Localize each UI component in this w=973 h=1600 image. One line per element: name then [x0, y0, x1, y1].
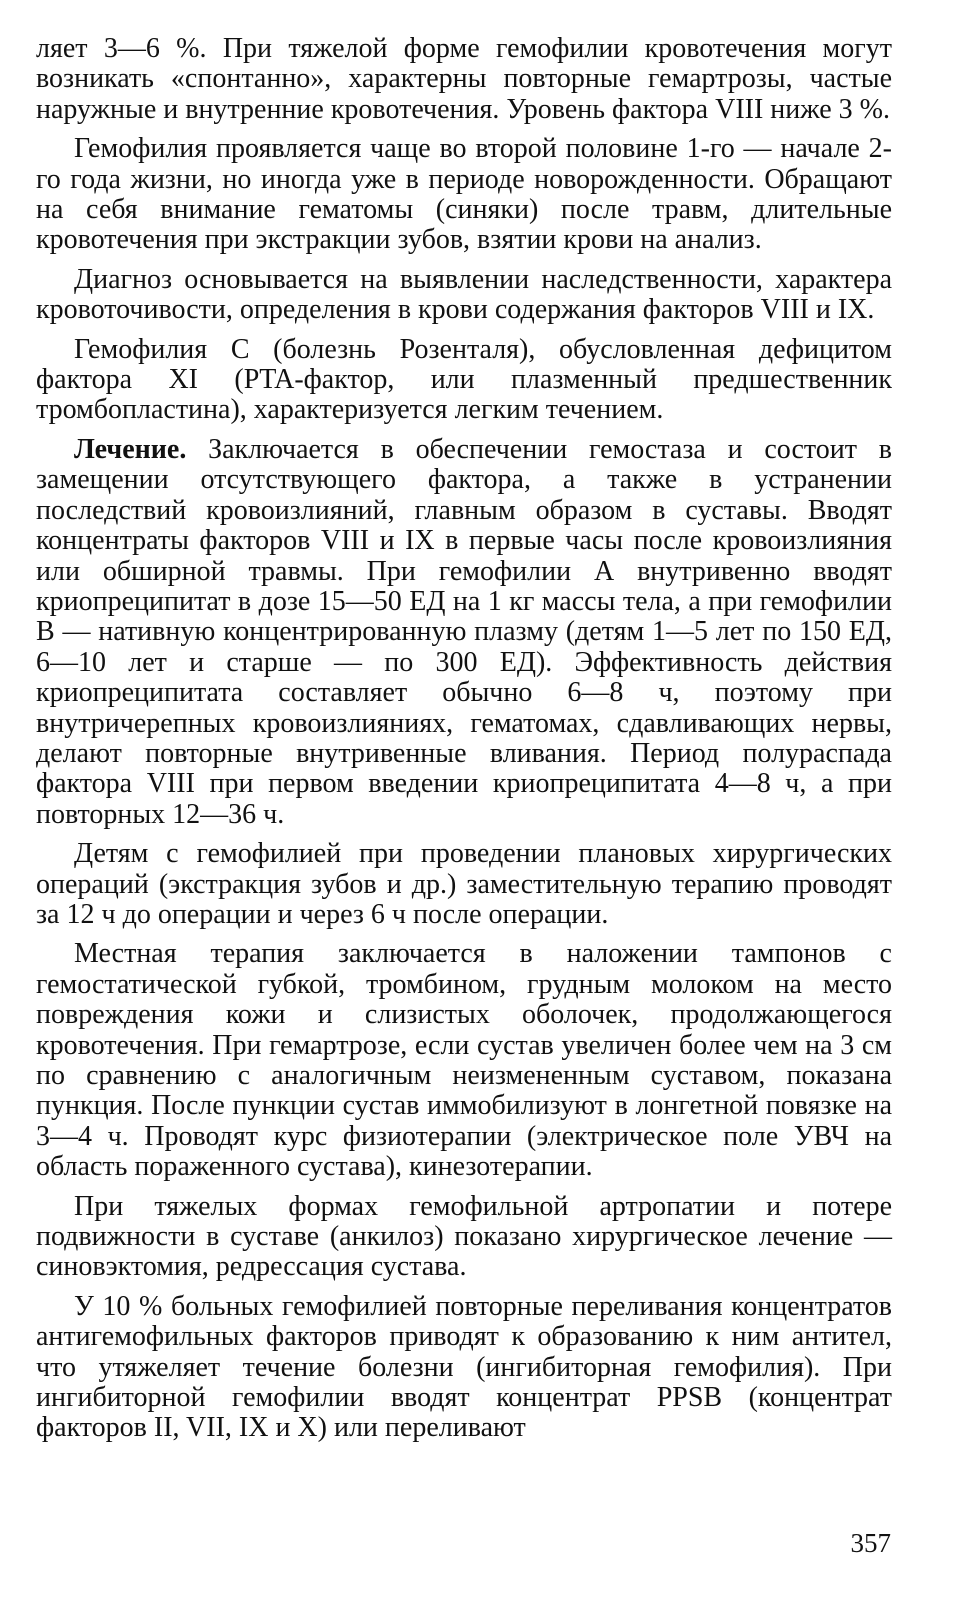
paragraph-5-text: Заключается в обеспечении гемостаза и состоит в замещении отсутствующего фактора, а также в устранении последствий кровоизлияний, главным образом в суставы. Вводят концентраты факторов VIII и IX в первые часы после кровоизлияния или обширной травмы. При гемофилии А внутривенно вводят криопреципитат в дозе 15—50 ЕД на 1 кг массы тела, а при гемофилии В — нативную концентрированную плазму (детям 1—5 лет по 150 ЕД, 6—10 лет и старше — по 300 ЕД). Эффективность действия криопреципитата составляет обычно 6—8 ч, поэтому при внутричерепных кровоизлияниях, гематомах, сдавливающих нервы, делают повторные внутривенные вливания. Период полураспада фактора VIII при первом введении криопреципитата 4—8 ч, а при повторных 12—36 ч.	[36, 433, 892, 830]
paragraph-8-text: При тяжелых формах гемофильной артропатии и потере подвижности в суставе (анкилоз) показано хирургическое лечение — синовэктомия, редрессация сустава.	[36, 1190, 892, 1283]
paragraph-2-text: Гемофилия проявляется чаще во второй половине 1-го — начале 2-го года жизни, но иногда уже в периоде новорожденности. Обращают на себя внимание гематомы (синяки) после травм, длительные кровотечения при экстракции зубов, взятии крови на анализ.	[36, 133, 892, 256]
paragraph-2	[36, 134, 892, 256]
paragraph-4	[36, 335, 892, 426]
paragraph-1	[36, 34, 892, 125]
page-body	[36, 34, 892, 1453]
paragraph-3	[36, 265, 892, 326]
paragraph-4-text: Гемофилия С (болезнь Розенталя), обусловленная дефицитом фактора XI (PTA-фактор, или плазменный предшественник тромбопластина), характеризуется легким течением.	[36, 333, 892, 426]
paragraph-5	[36, 435, 892, 830]
paragraph-1-text: ляет 3—6 %. При тяжелой форме гемофилии кровотечения могут возникать «спонтанно», характерны повторные гемартрозы, частые наружные и внутренние кровотечения. Уровень фактора VIII ниже 3 %.	[36, 33, 892, 125]
paragraph-6	[36, 839, 892, 930]
paragraph-6-text: Детям с гемофилией при проведении плановых хирургических операций (экстракция зубов и др.) заместительную терапию проводят за 12 ч до операции и через 6 ч после операции.	[36, 838, 892, 930]
paragraph-9-text: У 10 % больных гемофилией повторные переливания концентратов антигемофильных факторов приводят к образованию к ним антител, что утяжеляет течение болезни (ингибиторная гемофилия). При ингибиторной гемофилии вводят концентрат PPSB (концентрат факторов II, VII, IX и X) или переливают	[36, 1290, 892, 1444]
paragraph-9	[36, 1292, 892, 1444]
paragraph-7	[36, 939, 892, 1182]
paragraph-7-text: Местная терапия заключается в наложении тампонов с гемостатической губкой, тромбином, грудным молоком на место повреждения кожи и слизистых оболочек, продолжающегося кровотечения. При гемартрозе, если сустав увеличен более чем на 3 см по сравнению с аналогичным неизмененным суставом, показана пункция. После пункции сустав иммобилизуют в лонгетной повязке на 3—4 ч. Проводят курс физиотерапии (электрическое поле УВЧ на область пораженного сустава), кинезотерапии.	[36, 938, 892, 1183]
page-number: 357	[850, 1528, 891, 1558]
paragraph-3-text: Диагноз основывается на выявлении наследственности, характера кровоточивости, определения в крови содержания факторов VIII и IX.	[36, 263, 892, 326]
paragraph-5-lead: Лечение.	[74, 433, 187, 465]
paragraph-8	[36, 1192, 892, 1283]
